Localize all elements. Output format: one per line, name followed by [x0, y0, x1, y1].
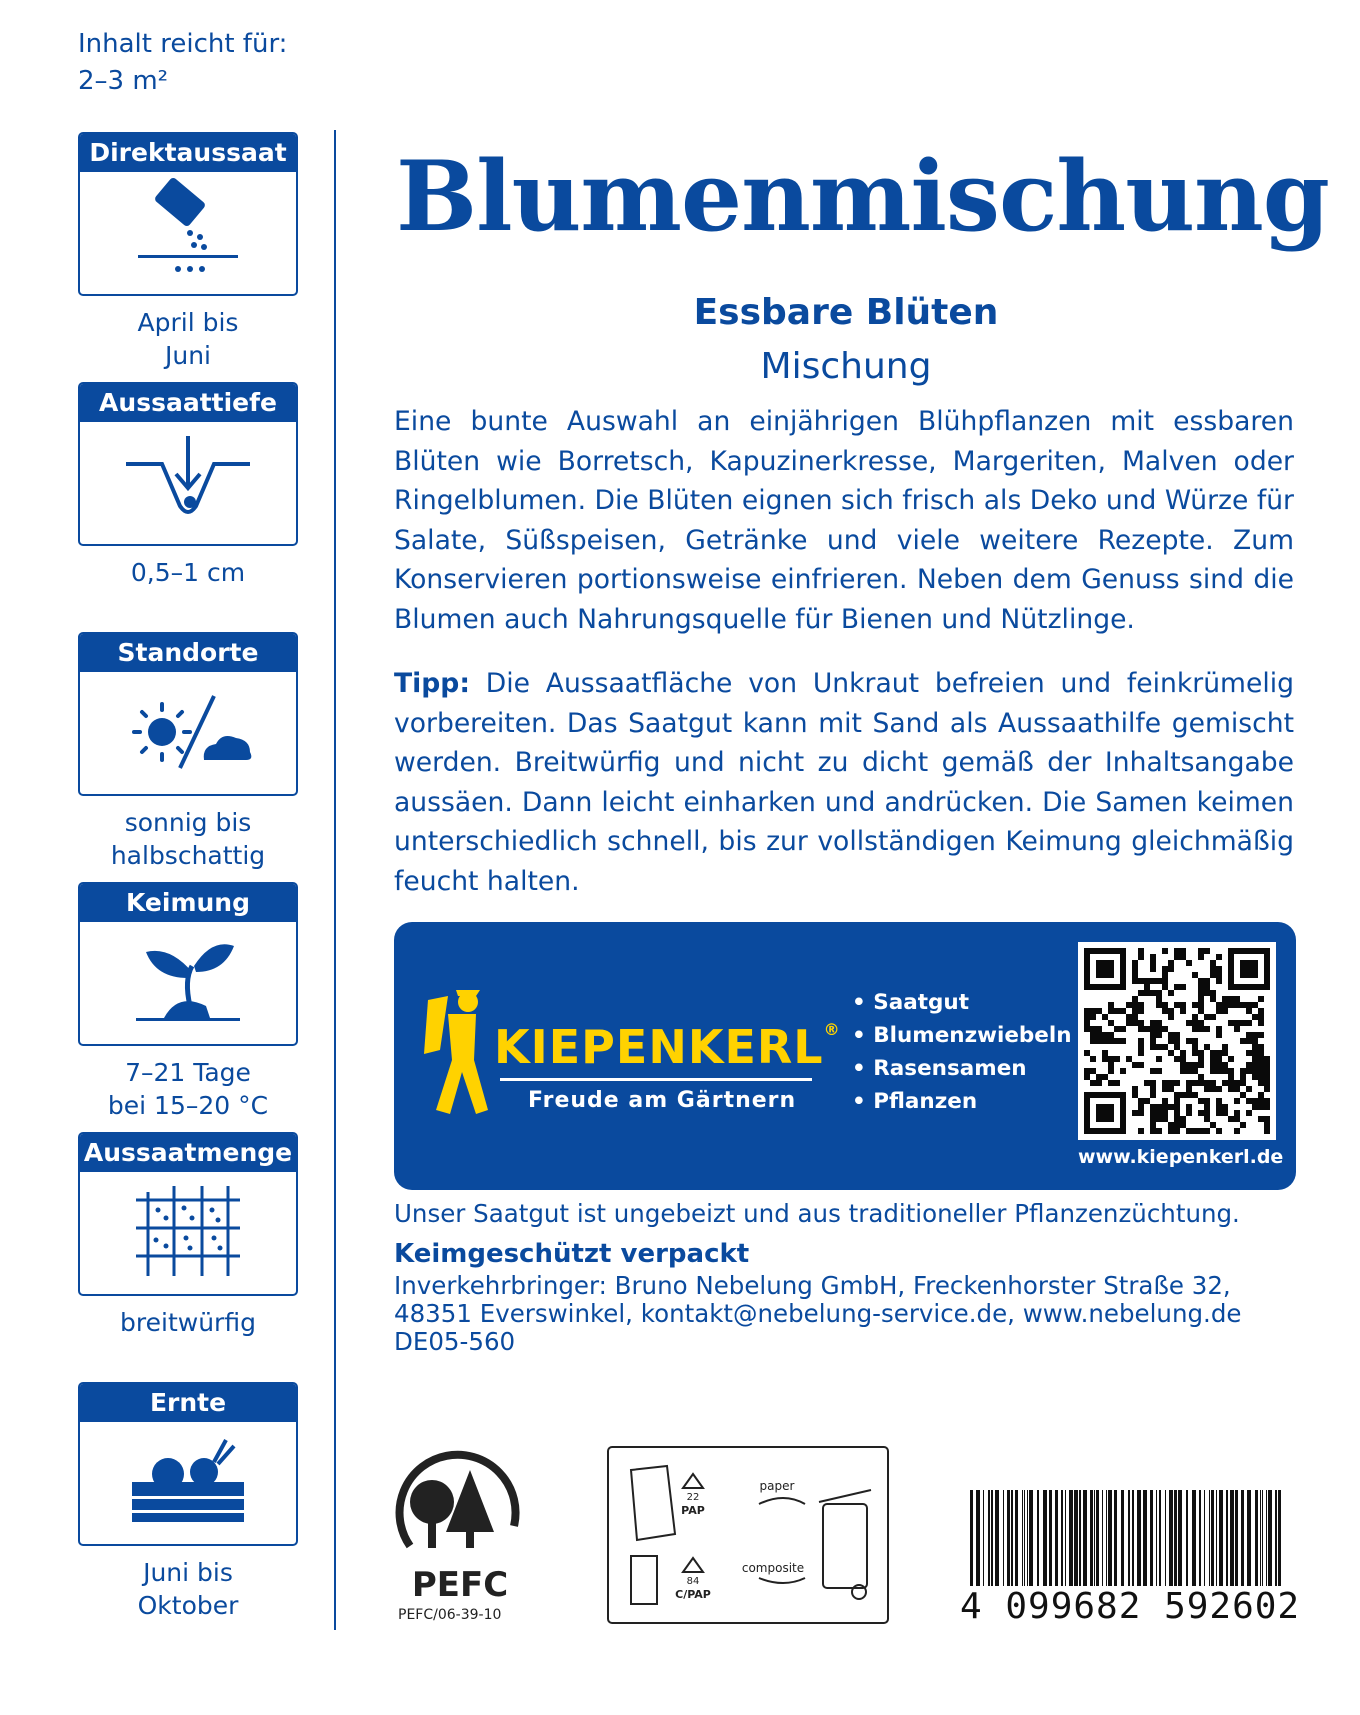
list-item: • Blumenzwiebeln [852, 1023, 1072, 1048]
barcode-bar [1137, 1490, 1141, 1586]
tip-label: Tipp: [394, 668, 470, 699]
brand-slogan: Freude am Gärtnern [528, 1088, 797, 1113]
barcode-bar [1199, 1490, 1201, 1586]
pefc-trees-icon [390, 1436, 530, 1606]
barcode-bar [1049, 1490, 1052, 1586]
vertical-divider [334, 130, 336, 1630]
sowing-icon [80, 172, 296, 292]
product-subtitle: Essbare Blüten [693, 292, 999, 333]
legal-info [394, 1200, 1294, 1356]
pefc-code: PEFC/06-39-10 [398, 1607, 502, 1623]
barcode-bar [1156, 1490, 1157, 1586]
barcode-bar [1007, 1490, 1010, 1586]
insert-icon [631, 1556, 657, 1604]
sidebar-box-aussaatmenge [78, 1132, 298, 1339]
recycle-material-2: C/PAP [675, 1588, 711, 1601]
barcode-bar [1083, 1490, 1087, 1586]
sidebar-box-direktaussaat [78, 132, 298, 372]
recycle-stream-composite: composite [741, 1561, 805, 1575]
barcode-number: 4 099682 592602 [960, 1586, 1301, 1627]
barcode-bar [1106, 1490, 1107, 1586]
sidebar-box-ernte [78, 1382, 298, 1622]
depth-icon [80, 422, 296, 542]
barcode-bar [1022, 1490, 1023, 1586]
sidebar-box-title: Direktaussaat [80, 134, 296, 172]
barcode-bar [1121, 1490, 1124, 1586]
pefc-label: PEFC [411, 1565, 509, 1605]
barcode-bar [1029, 1490, 1033, 1586]
packaging-note: Keimgeschützt verpackt [394, 1239, 750, 1269]
barcode-bar [1094, 1490, 1095, 1586]
recycle-code-2: 84 [686, 1576, 700, 1587]
tip-paragraph [394, 664, 1294, 901]
brand-url[interactable]: www.kiepenkerl.de [1078, 1146, 1284, 1168]
barcode-bar [1143, 1490, 1147, 1586]
registered-mark: ® [823, 1020, 841, 1039]
barcode-bar [988, 1490, 990, 1586]
recycle-bin-icon [823, 1504, 867, 1588]
barcode-bar [1169, 1490, 1173, 1586]
sidebar-box-title: Aussaattiefe [80, 384, 296, 422]
sidebar-box-title: Keimung [80, 884, 296, 922]
barcode-bar [983, 1490, 984, 1586]
arrow-icon [759, 1498, 805, 1504]
barcode-bar [991, 1490, 993, 1586]
barcode-bar [1043, 1490, 1047, 1586]
barcode-bar [1096, 1490, 1099, 1586]
barcode-bar [1192, 1490, 1196, 1586]
brand-product-list [852, 986, 1072, 1118]
barcode-bar [1235, 1490, 1238, 1586]
barcode-bar [1216, 1490, 1217, 1586]
sidebar-box-caption: sonnig bis halbschattig [110, 808, 266, 870]
barcode-bar [970, 1490, 973, 1586]
list-item: • Pflanzen [852, 1089, 978, 1114]
barcode-bar [1090, 1490, 1093, 1586]
distributor-line-2: 48351 Everswinkel, kontakt@nebelung-service.de, www.nebelung.de [394, 1299, 1242, 1328]
brand-name: KIEPENKERL [494, 1020, 824, 1074]
barcode-bar [1102, 1490, 1103, 1586]
sidebar-box-caption: 0,5–1 cm [130, 558, 246, 587]
arrow-icon [759, 1578, 805, 1583]
sidebar-box-title: Aussaatmenge [80, 1134, 296, 1172]
sidebar-box-caption: Juni bis Oktober [137, 1558, 239, 1620]
pefc-logo [390, 1436, 530, 1610]
coverage-label: Inhalt reicht für: [78, 29, 288, 59]
barcode-bar [1278, 1490, 1281, 1586]
sidebar-box-title: Ernte [80, 1384, 296, 1422]
barcode-bar [1011, 1490, 1013, 1586]
brand-underline [500, 1078, 812, 1081]
distributor-line-1: Inverkehrbringer: Bruno Nebelung GmbH, Freckenhorster Straße 32, [394, 1271, 1231, 1300]
sun-cloud-icon [80, 672, 296, 792]
recycle-triangle-icon [683, 1474, 703, 1572]
recycling-info [607, 1446, 889, 1624]
recycle-material-1: PAP [681, 1504, 705, 1517]
recycle-stream-paper: paper [759, 1479, 795, 1493]
barcode-bar [976, 1490, 980, 1586]
barcode-bar [1209, 1490, 1210, 1586]
barcode [966, 1490, 1286, 1590]
barcode-bar [1015, 1490, 1018, 1586]
tip-text: Die Aussaatfläche von Unkraut befreien und feinkrümelig vorbereiten. Das Saatgut kann mit Sand als Aussaathilfe gemischt werden. Breitwürfig und nicht zu dicht gemäß der Inhaltsangabe aussäen. Dann leicht einharken und andrücken. Die Samen keimen unterschiedlich schnell, bis zur vollständigen Keimung gleichmäßig feucht halten. [394, 668, 1294, 897]
barcode-bar [1204, 1490, 1205, 1586]
barcode-bar [1079, 1490, 1081, 1586]
barcode-bar [1114, 1490, 1117, 1586]
barcode-bar [1027, 1490, 1028, 1586]
hiker-logo-icon [418, 980, 498, 1130]
barcode-bar [1241, 1490, 1244, 1586]
sidebar-box-title: Standorte [80, 634, 296, 672]
barcode-bar [1069, 1490, 1073, 1586]
seedling-icon [80, 922, 296, 1042]
product-type: Mischung [760, 346, 932, 387]
barcode-bar [1174, 1490, 1177, 1586]
barcode-bar [1065, 1490, 1066, 1586]
grid-seeds-icon [80, 1172, 296, 1292]
barcode-bar [995, 1490, 999, 1586]
barcode-bar [1165, 1490, 1166, 1586]
barcode-bar [1247, 1490, 1251, 1586]
sidebar-box-caption: April bis Juni [137, 308, 239, 370]
barcode-bar [1037, 1490, 1039, 1586]
barcode-bar [1108, 1490, 1112, 1586]
sidebar-box-caption: 7–21 Tage bei 15–20 °C [107, 1058, 269, 1120]
product-title: Blumenmischung [396, 140, 1329, 253]
barcode-bar [1159, 1490, 1161, 1586]
barcode-bar [1061, 1490, 1063, 1586]
harvest-crate-icon [80, 1422, 296, 1542]
barcode-bar [1255, 1490, 1258, 1586]
barcode-bar [1024, 1490, 1025, 1586]
recycle-code-1: 22 [686, 1492, 700, 1503]
list-item: • Saatgut [852, 990, 969, 1015]
qr-code[interactable] [1078, 942, 1276, 1140]
barcode-bar [1211, 1490, 1214, 1586]
barcode-bar [1055, 1490, 1058, 1586]
coverage-value: 2–3 m² [78, 66, 169, 96]
coverage-info [78, 26, 287, 100]
barcode-bar [1150, 1490, 1153, 1586]
barcode-bar [1219, 1490, 1223, 1586]
barcode-bar [1260, 1490, 1261, 1586]
brand-logo-text [494, 1020, 841, 1074]
barcode-bar [1128, 1490, 1130, 1586]
barcode-bar [1230, 1490, 1234, 1586]
list-item: • Rasensamen [852, 1056, 1027, 1081]
barcode-bar [1186, 1490, 1188, 1586]
sidebar-box-standorte [78, 632, 298, 872]
barcode-bar [1178, 1490, 1182, 1586]
barcode-bar [1268, 1490, 1272, 1586]
barcode-bar [1275, 1490, 1277, 1586]
sidebar-box-caption: breitwürfig [120, 1308, 256, 1337]
barcode-bar [1262, 1490, 1263, 1586]
envelope-icon [631, 1466, 675, 1540]
barcode-bar [1132, 1490, 1134, 1586]
sidebar-box-aussaattiefe [78, 382, 298, 589]
sidebar-box-keimung [78, 882, 298, 1122]
barcode-bar [1226, 1490, 1228, 1586]
product-description: Eine bunte Auswahl an einjährigen Blühpflanzen mit essbaren Blüten wie Borretsch, Kapuzinerkresse, Margeriten, Malven oder Ringelblumen. Die Blüten eignen sich frisch als Deko und Würze für Salate, Süßspeisen, Getränke und viele weitere Rezepte. Zum Konservieren portionsweise einfrieren. Neben dem Genuss sind die Blumen auch Nahrungsquelle für Bienen und Nützlinge. [394, 406, 1294, 635]
seed-info-line: Unser Saatgut ist ungebeizt und aus traditioneller Pflanzenzüchtung. [394, 1199, 1240, 1228]
barcode-bar [1266, 1490, 1267, 1586]
control-code: DE05-560 [394, 1327, 516, 1356]
barcode-bar [1003, 1490, 1004, 1586]
barcode-bar [1074, 1490, 1078, 1586]
brand-banner [394, 922, 1296, 1190]
